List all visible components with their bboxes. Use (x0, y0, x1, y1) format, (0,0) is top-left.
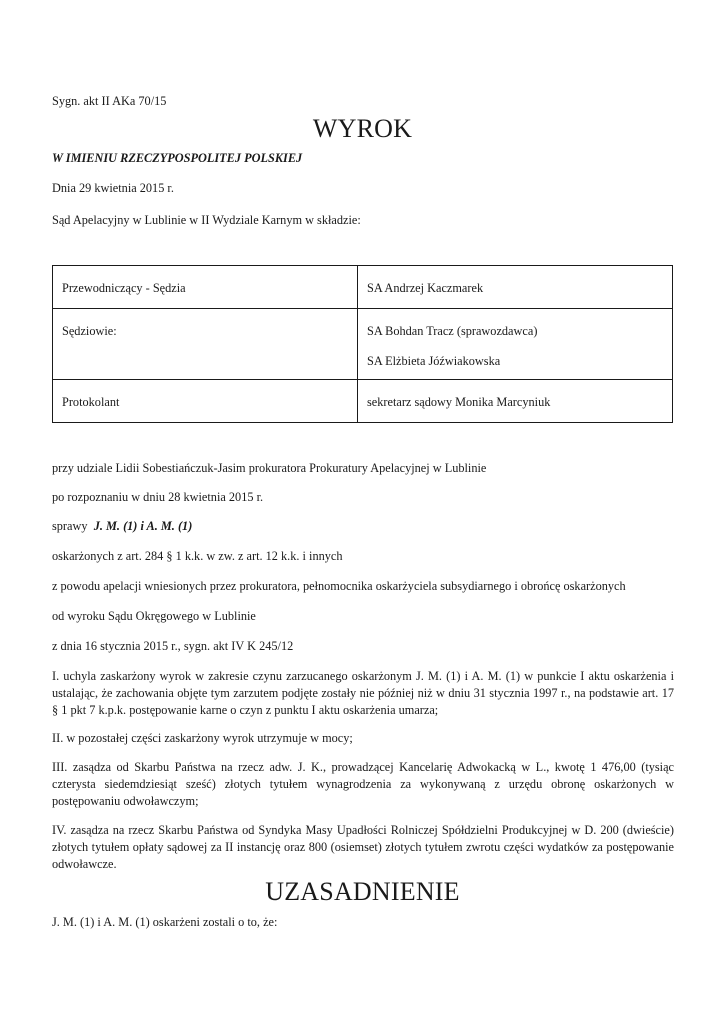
verdict-point-2: II. w pozostałej części zaskarżony wyrok utrzymuje w mocy; (52, 731, 353, 745)
appealed-from: od wyroku Sądu Okręgowego w Lublinie (52, 609, 256, 623)
prosecutor-participation: przy udziale Lidii Sobestiańczuk-Jasim prokuratora Prokuratury Apelacyjnej w Lublinie (52, 461, 487, 475)
document-title: WYROK (312, 114, 413, 143)
case-prefix: sprawy (52, 519, 88, 533)
names-cell (358, 266, 673, 309)
table-row (53, 266, 673, 309)
justification-first-line: J. M. (1) i A. M. (1) oskarżeni zostali o to, że: (52, 915, 278, 929)
justification-title: UZASADNIENIE (265, 877, 460, 906)
charges: oskarżonych z art. 284 § 1 k.k. w zw. z art. 12 k.k. i innych (52, 549, 343, 563)
court-composition-table (52, 265, 673, 423)
person-name: sekretarz sądowy Monika Marcyniuk (367, 395, 551, 409)
names-cell (358, 309, 673, 380)
document-subtitle: W IMIENIU RZECZYPOSPOLITEJ POLSKIEJ (52, 151, 303, 165)
case-signature: Sygn. akt II AKa 70/15 (52, 94, 167, 108)
court-intro: Sąd Apelacyjny w Lublinie w II Wydziale Karnym w składzie: (52, 213, 361, 227)
table-row (53, 380, 673, 423)
verdict-point-3: III. zasądza od Skarbu Państwa na rzecz adw. J. K., prowadzącej Kancelarię Adwokacką w L., kwotę 1 476,00 (tysiąc czterysta siedemdziesiąt sześć) złotych tytułem wynagrodzenia za wykonywaną z urzędu obronę oskarżonych w postępowaniu odwoławczym; (52, 760, 674, 808)
role-cell: Protokolant (53, 380, 358, 423)
table-row (53, 309, 673, 380)
case-parties: J. M. (1) i A. M. (1) (93, 519, 193, 533)
role-cell: Przewodniczący - Sędzia (53, 266, 358, 309)
verdict-point-4: IV. zasądza na rzecz Skarbu Państwa od Syndyka Masy Upadłości Rolniczej Spółdzielni Produkcyjnej w D. 200 (dwieście) złotych tytułem opłaty sądowej za II instancję oraz 800 (osiemset) złotych tytułem zwrotu części wydatków za postępowanie odwoławcze. (52, 823, 674, 871)
verdict-point-1: I. uchyla zaskarżony wyrok w zakresie czynu zarzucanego oskarżonym J. M. (1) i A. M. (1) w punkcie I aktu oskarżenia i ustalając, że zachowania objęte tym zarzutem podjęte zostały nie później niż w dniu 31 stycznia 1997 r., na podstawie art. 17 § 1 pkt 7 k.p.k. postępowanie karne o czyn z punktu I aktu oskarżenia umarza; (52, 669, 674, 717)
person-name: SA Bohdan Tracz (sprawozdawca) (367, 324, 538, 338)
role-cell: Sędziowie: (53, 309, 358, 380)
appeal-reason: z powodu apelacji wniesionych przez prokuratora, pełnomocnika oskarżyciela subsydiarnego i obrońcę oskarżonych (52, 579, 626, 593)
lower-court-judgment-date: z dnia 16 stycznia 2015 r., sygn. akt IV K 245/12 (52, 639, 294, 653)
judgment-date: Dnia 29 kwietnia 2015 r. (52, 181, 174, 195)
names-cell (358, 380, 673, 423)
hearing-date: po rozpoznaniu w dniu 28 kwietnia 2015 r. (52, 490, 264, 504)
person-name: SA Andrzej Kaczmarek (367, 281, 484, 295)
case-line (52, 518, 192, 534)
person-name: SA Elżbieta Jóźwiakowska (367, 354, 501, 368)
